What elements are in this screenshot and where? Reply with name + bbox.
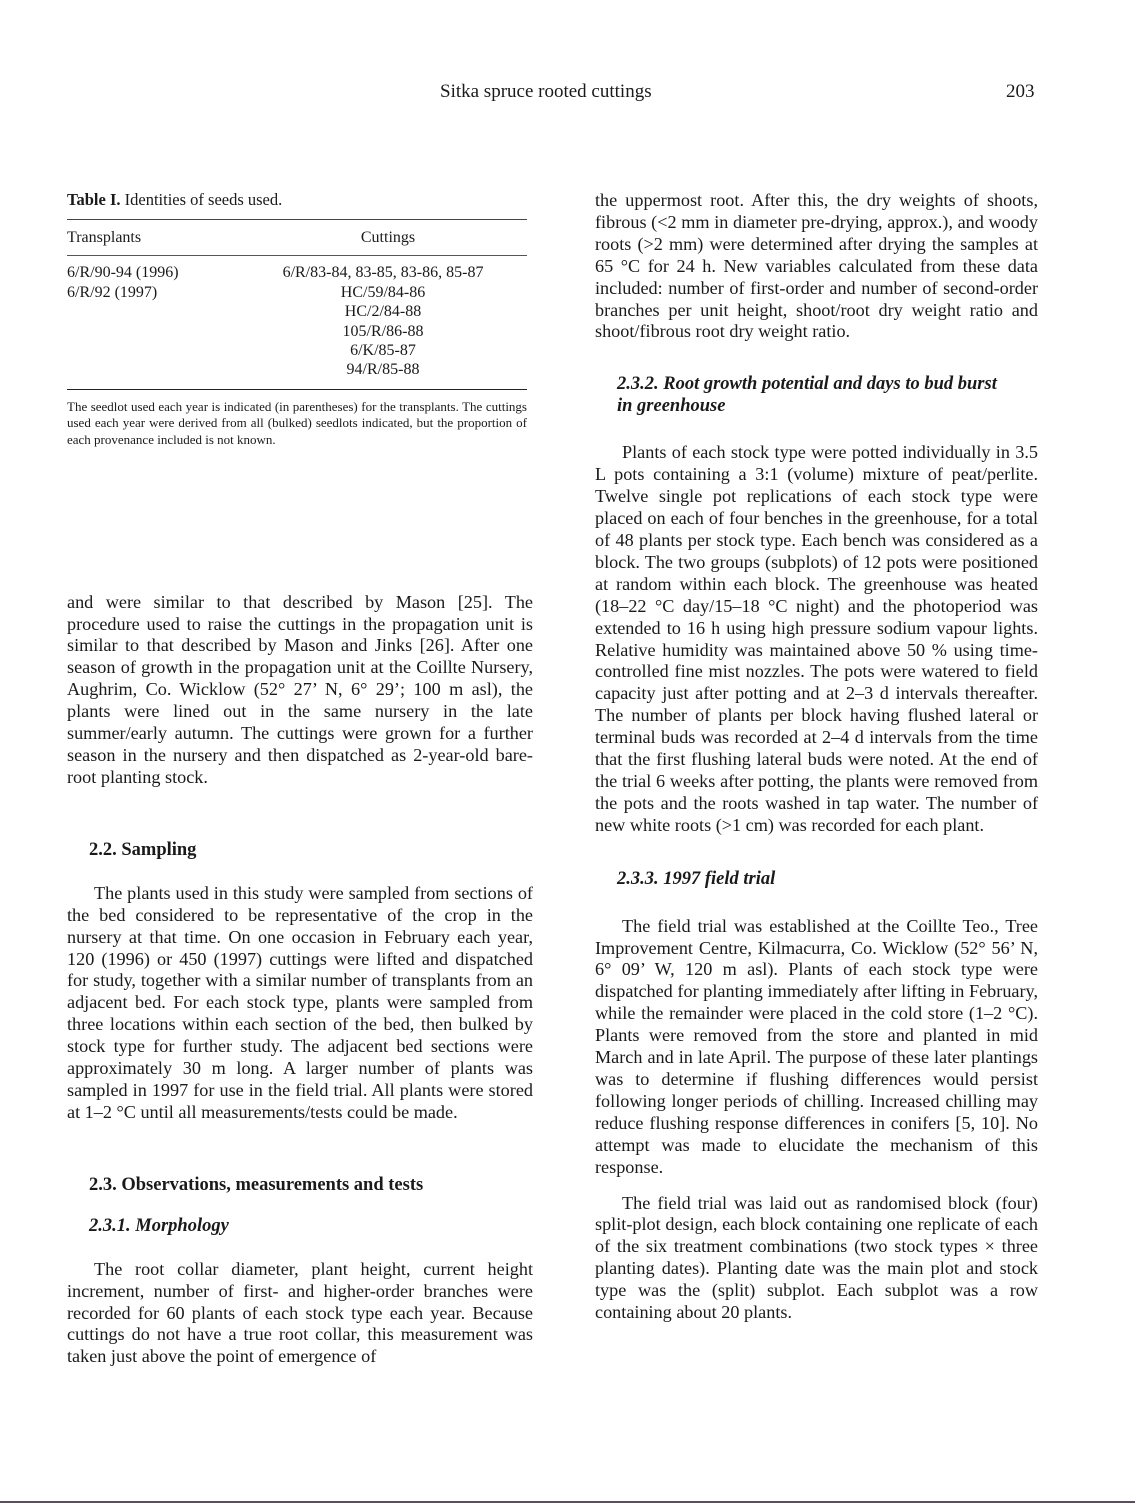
heading-sampling: 2.2. Sampling xyxy=(89,839,197,860)
cell-transplants xyxy=(67,341,239,360)
column-header-cuttings: Cuttings xyxy=(239,220,527,256)
cell-transplants: 6/R/90-94 (1996) xyxy=(67,264,179,282)
column-header-transplants: Transplants xyxy=(67,220,239,256)
table-row xyxy=(67,360,527,389)
heading-root-growth-line2: in greenhouse xyxy=(617,396,726,417)
seeds-table xyxy=(67,219,527,390)
running-title: Sitka spruce rooted cuttings xyxy=(440,81,652,102)
paragraph-field-trial-design: The field trial was laid out as randomised block (four) split-plot design, each block containing one replicate of each of the six treatment combinations (two stock types × three planting dates). Planting date was the main plot and stock type was the (split) subplot. Each subplot was a row containing about 20 plants. xyxy=(595,1192,1038,1323)
cell-transplants xyxy=(67,322,239,341)
cell-cuttings: HC/59/84-86 xyxy=(340,283,426,301)
heading-field-trial: 2.3.3. 1997 field trial xyxy=(617,868,776,889)
cell-cuttings: 94/R/85-88 xyxy=(239,360,527,389)
paragraph-dry-weights: the uppermost root. After this, the dry weights of shoots, fibrous (<2 mm in diameter pre-drying, approx.), and woody roots (>2 mm) were determined after drying the samples at 65 °C for 24 h. New variables calculated from these data included: number of first-order and number of second-order branches per unit height, shoot/root dry weight ratio and shoot/fibrous root dry weight ratio. xyxy=(595,190,1038,342)
cell-transplants: 6/R/92 (1997) xyxy=(67,283,158,301)
table-header-row xyxy=(67,220,527,256)
cell-cuttings: HC/2/84-88 xyxy=(344,303,422,321)
table-caption xyxy=(67,190,533,210)
cell-cuttings: 6/K/85-87 xyxy=(350,342,416,360)
table-label: Table I. xyxy=(67,190,121,209)
heading-root-growth xyxy=(595,373,1038,417)
page-number: 203 xyxy=(1006,81,1035,102)
heading-observations: 2.3. Observations, measurements and tests xyxy=(89,1174,424,1195)
cell-transplants xyxy=(67,360,239,389)
table-footnote: The seedlot used each year is indicated (in parentheses) for the transplants. The cuttings used each year were derived from all (bulked) seedlots indicated, but the proportion of each provenance included is not known. xyxy=(67,398,527,448)
table-caption-text: Identities of seeds used. xyxy=(120,190,283,209)
heading-root-growth-line1: 2.3.2. Root growth potential and days to bud burst xyxy=(617,374,997,395)
cell-cuttings: 105/R/86-88 xyxy=(342,322,424,340)
paragraph-field-trial-site: The field trial was established at the Coillte Teo., Tree Improvement Centre, Kilmacurra, Co. Wicklow (52° 56’ N, 6° 09’ W, 120 m asl). Plants of each stock type were dispatched for planting immediately after lifting in February, while the remainder were placed in the cold store (1–2 °C). Plants were removed from the store and planted in mid March and in late April. The purpose of these later plantings was to determine if flushing differences would persist following longer periods of chilling. Increased chilling may reduce flushing response differences in conifers [5, 10]. No attempt was made to elucidate the mechanism of this response. xyxy=(595,915,1038,1177)
heading-morphology: 2.3.1. Morphology xyxy=(89,1215,229,1236)
paragraph-morphology: The root collar diameter, plant height, current height increment, number of first- and higher-order branches were recorded for 60 plants of each stock type each year. Because cuttings do not have a true root collar, this measurement was taken just above the point of emergence of xyxy=(67,1258,533,1367)
table-row xyxy=(67,256,527,283)
table-row xyxy=(67,322,527,341)
right-column xyxy=(595,190,1038,1324)
paragraph-sampling: The plants used in this study were sampled from sections of the bed considered to be representative of the crop in the nursery at that time. On one occasion in February each year, 120 (1996) or 450 (1997) cuttings were lifted and dispatched for study, together with a similar number of transplants from an adjacent bed. For each stock type, plants were sampled from three locations within each section of the bed, then bulked by stock type for further study. The adjacent bed sections were approximately 30 m long. A larger number of plants was sampled in 1997 for use in the field trial. All plants were stored at 1–2 °C until all measurements/tests could be made. xyxy=(67,882,533,1122)
paragraph-root-growth: Plants of each stock type were potted individually in 3.5 L pots containing a 3:1 (volume) mixture of peat/perlite. Twelve single pot replications of each stock type were placed on each of four benches in the greenhouse, for a total of 48 plants per stock type. Each bench was considered as a block. The two groups (subplots) of 12 pots were positioned at random within each block. The greenhouse was heated (18–22 °C day/15–18 °C night) and the photoperiod was extended to 16 h using high pressure sodium vapour lights. Relative humidity was maintained above 50 % using time-controlled fine mist nozzles. The pots were watered to field capacity just after potting and at 2–3 d intervals thereafter. The number of plants per block having flushed lateral or terminal buds was recorded at 2–4 d intervals from the time that the first flushing lateral buds were noted. At the end of the trial 6 weeks after potting, the plants were removed from the pots and the roots washed in tap water. The number of new white roots (>1 cm) was recorded for each plant. xyxy=(595,442,1038,835)
table-row xyxy=(67,283,527,302)
left-column xyxy=(67,190,533,1368)
table-row xyxy=(67,302,527,321)
cell-transplants xyxy=(67,302,239,321)
paragraph-propagation: and were similar to that described by Mason [25]. The procedure used to raise the cuttings in the propagation unit is similar to that described by Mason and Jinks [26]. After one season of growth in the propagation unit at the Coillte Nursery, Aughrim, Co. Wicklow (52° 27’ N, 6° 29’; 100 m asl), the plants were lined out in the same nursery in the late summer/early autumn. The cuttings were grown for a further season in the nursery and then dispatched as 2-year-old bare-root planting stock. xyxy=(67,591,533,787)
cell-cuttings: 6/R/83-84, 83-85, 83-86, 85-87 xyxy=(282,264,484,282)
table-row xyxy=(67,341,527,360)
